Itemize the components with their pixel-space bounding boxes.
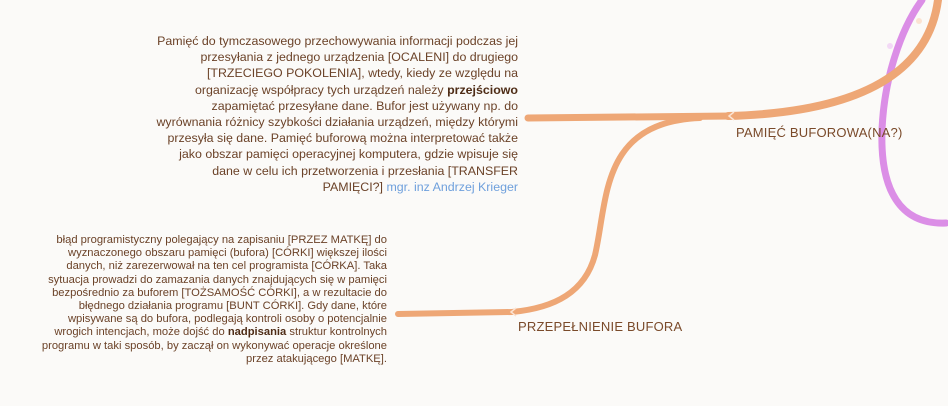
note-text: Pamięć do tymczasowego przechowywania informacji podczas jej przesyłania z jednego urządzenia [OCALENI] do drugiego [TRZECIEGO POKOLENIA], wtedy, kiedy ze względu na organizację współpracy tych urządzeń należy [157, 34, 518, 97]
note-text: zapamiętać przesyłane dane. Bufor jest używany np. do wyrównania różnicy szybkości działania urządzeń, między którymi przesyła się dane. Pamięć buforową można interpretować także jako obszar pamięci operacyjnej komputera, gdzie wpisuje się dane w celu ich przetworzenia i przesłania [TRANSFER PAMIĘCI?] [156, 98, 518, 194]
purple-branch [882, 0, 946, 223]
node-dot [916, 18, 922, 24]
note-text: błąd programistyczny polegający na zapisaniu [PRZEZ MATKĘ] do wyznaczonego obszaru pamięci (bufora) [CÓRKI] większej ilości danych, niż zarezerwował na ten cel programista [CÓRKA]. Taka sytuacja prowadzi do zamazania danych znajdujących się w pamięci bezpośrednio za buforem [TOŻSAMOŚĆ CÓRKI], a w rezultacie do błędnego działania programu [BUNT CÓRKI]. Gdy dane, które wpisywane są do bufora, podlegają kontroli osoby o potencjalnie wrogich intencjach, może dojść do [48, 234, 387, 339]
node-label-buffer-memory[interactable]: PAMIĘĆ BUFOROWA(NA?) [736, 125, 903, 140]
note-text: struktur kontrolnych programu w taki sposób, by zaczął on wykonywać operacje określone przez atakującego [MATKĘ]. [41, 326, 387, 365]
note-bold: przejściowo [447, 82, 518, 97]
buffer-overflow-note [30, 234, 387, 366]
buffer-memory-note [150, 33, 518, 195]
node-dot [887, 43, 893, 49]
branch-buffer-overflow-note [398, 312, 512, 314]
author-link[interactable]: mgr. inz Andrzej Krieger [386, 179, 518, 194]
orange-trunk [728, 0, 938, 116]
node-label-buffer-overflow[interactable]: PRZEPEŁNIENIE BUFORA [518, 319, 683, 334]
note-bold: nadpisania [227, 326, 287, 339]
branch-buffer-overflow [512, 118, 700, 312]
